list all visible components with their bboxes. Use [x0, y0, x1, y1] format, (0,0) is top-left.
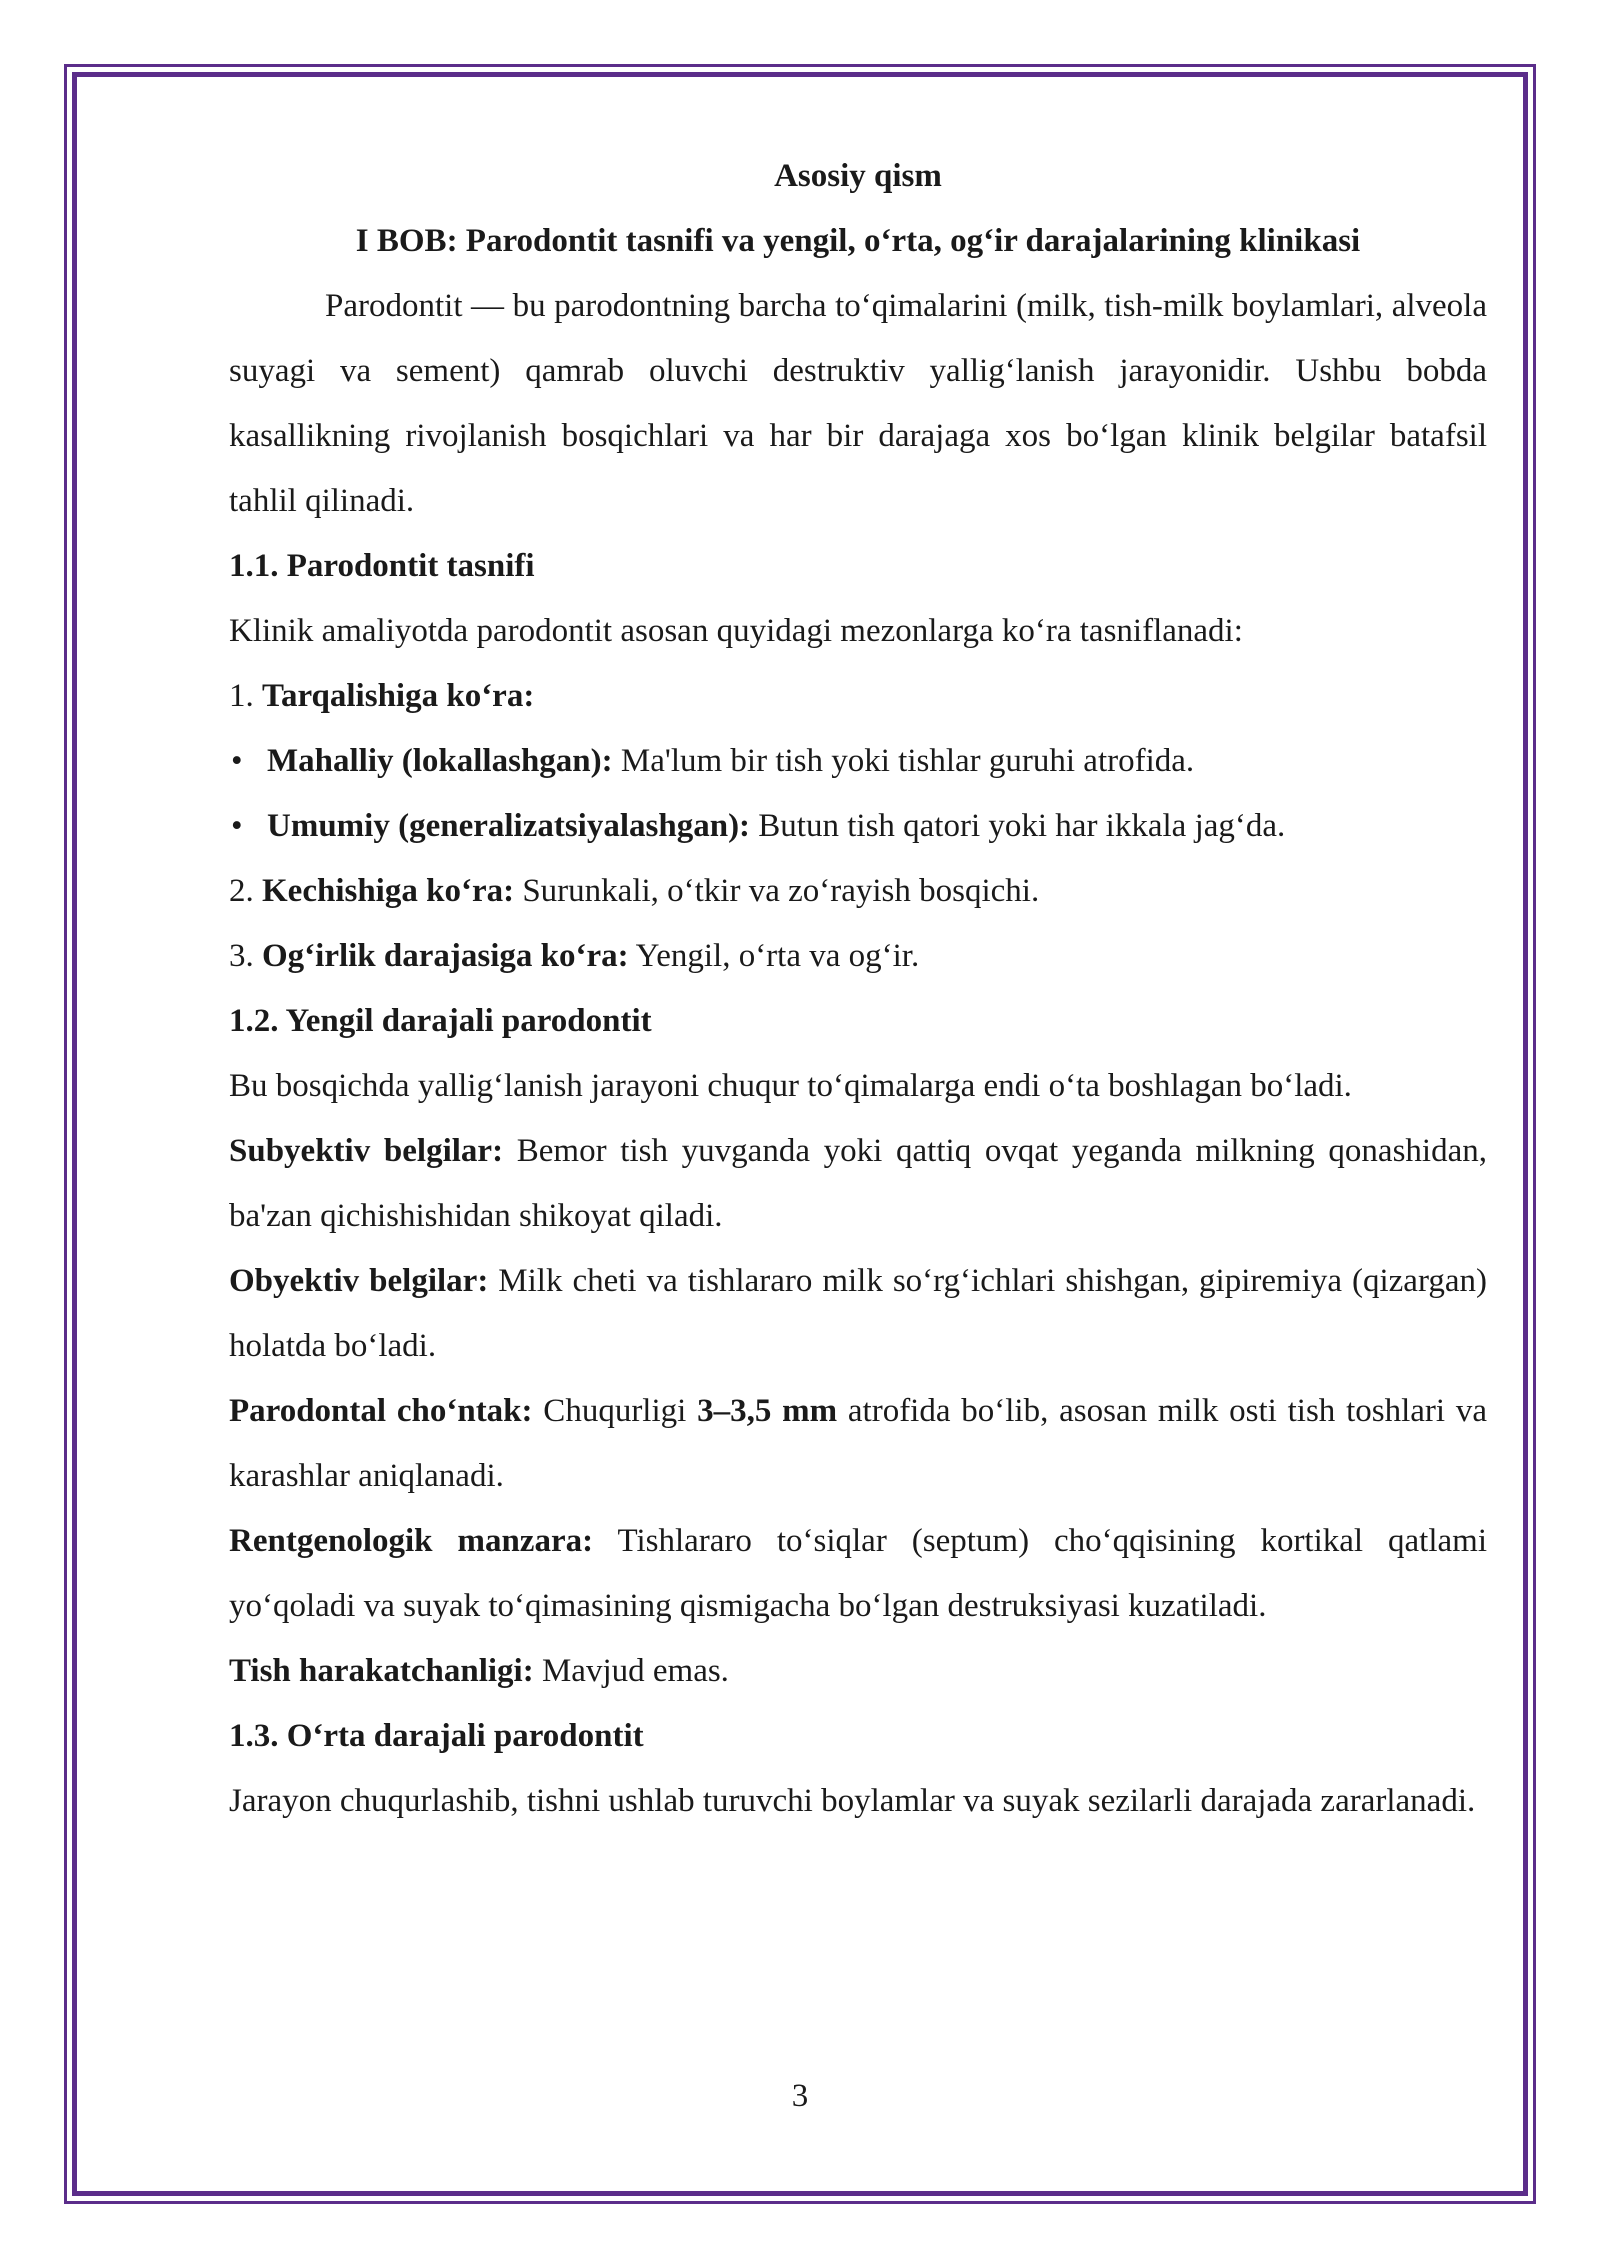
list-item: • Umumiy (generalizatsiyalashgan): Butun tish qatori yoki har ikkala jag‘da.: [229, 794, 1487, 859]
chapter-title: I BOB: Parodontit tasnifi va yengil, o‘rta, og‘ir darajalarining klinikasi: [355, 223, 1361, 259]
page-title: Asosiy qism: [774, 158, 942, 194]
classification-item-1: 1. Tarqalishiga ko‘ra:: [229, 678, 535, 714]
spread-bullet-list: [229, 729, 1487, 859]
section-heading-mild: 1.2. Yengil darajali parodontit: [229, 1003, 652, 1039]
subjective-signs: Subyektiv belgilar: Bemor tish yuvganda yoki qattiq ovqat yeganda milkning qonashidan, ba'zan qichishishidan shikoyat qiladi.: [229, 1133, 1487, 1234]
bullet-icon: •: [231, 743, 243, 779]
objective-signs: Obyektiv belgilar: Milk cheti va tishlararo milk so‘rg‘ichlari shishgan, gipiremiya (qizargan) holatda bo‘ladi.: [229, 1263, 1487, 1364]
classification-item-3: 3. Og‘irlik darajasiga ko‘ra: Yengil, o‘rta va og‘ir.: [229, 938, 920, 974]
document-body: [229, 144, 1487, 1834]
tooth-mobility: Tish harakatchanligi: Mavjud emas.: [229, 1653, 729, 1689]
periodontal-pocket: Parodontal cho‘ntak: Chuqurligi 3–3,5 mm atrofida bo‘lib, asosan milk osti tish toshlari va karashlar aniqlanadi.: [229, 1393, 1487, 1494]
classification-lead: Klinik amaliyotda parodontit asosan quyidagi mezonlarga ko‘ra tasniflanadi:: [229, 613, 1243, 649]
section-heading-moderate: 1.3. O‘rta darajali parodontit: [229, 1718, 644, 1754]
page-number: 3: [791, 2078, 809, 2114]
bullet-icon: •: [231, 808, 243, 844]
intro-paragraph: Parodontit — bu parodontning barcha to‘qimalarini (milk, tish-milk boylamlari, alveola suyagi va sement) qamrab oluvchi destruktiv yallig‘lanish jarayonidir. Ushbu bobda kasallikning rivojlanish bosqichlari va har bir darajaga xos bo‘lgan klinik belgilar batafsil tahlil qilinadi.: [229, 288, 1487, 519]
mild-lead: Bu bosqichda yallig‘lanish jarayoni chuqur to‘qimalarga endi o‘ta boshlagan bo‘ladi.: [229, 1068, 1352, 1104]
section-heading-classification: 1.1. Parodontit tasnifi: [229, 548, 535, 584]
classification-item-2: 2. Kechishiga ko‘ra: Surunkali, o‘tkir va zo‘rayish bosqichi.: [229, 873, 1040, 909]
xray-findings: Rentgenologik manzara: Tishlararo to‘siqlar (septum) cho‘qqisining kortikal qatlami yo‘qoladi va suyak to‘qimasining qismigacha bo‘lgan destruksiyasi kuzatiladi.: [229, 1523, 1487, 1624]
moderate-lead: Jarayon chuqurlashib, tishni ushlab turuvchi boylamlar va suyak sezilarli darajada zararlanadi.: [229, 1783, 1476, 1819]
list-item: • Mahalliy (lokallashgan): Ma'lum bir tish yoki tishlar guruhi atrofida.: [229, 729, 1487, 794]
